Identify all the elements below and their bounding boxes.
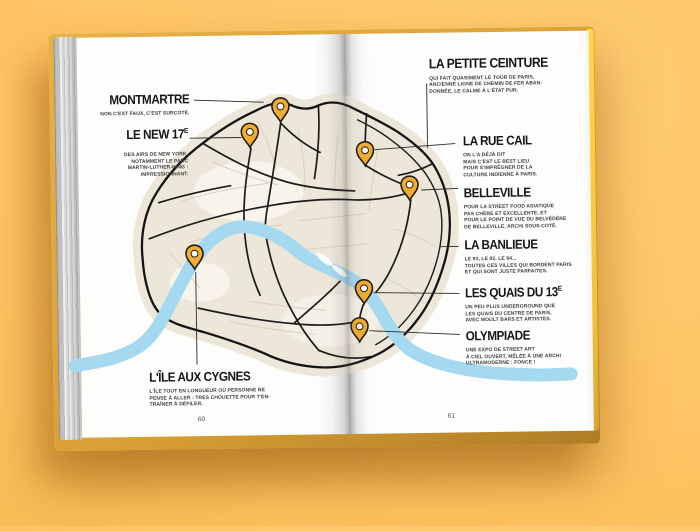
- label-la-rue-cail-desc: ON L'A DÉJÀ DIT MAIS C'EST LE BEST LIEU POUR S'IMPRÉGNER DE LA CULTURE INDIENNE À PARIS.: [463, 151, 583, 179]
- label-olympiade: [466, 327, 593, 368]
- connector-petite-ceinture: [427, 84, 428, 148]
- label-montmartre-title: MONTMARTRE: [93, 91, 190, 107]
- label-la-petite-ceinture: [429, 54, 572, 95]
- label-ile-aux-cygnes: [149, 368, 272, 408]
- label-la-banlieue-title: LA BANLIEUE: [464, 236, 581, 253]
- label-montmartre-desc: NON C'EST FAUX, C'EST SURCOTÉ.: [82, 110, 189, 118]
- label-la-rue-cail: [463, 132, 584, 179]
- label-les-quais-du-13e: [465, 284, 596, 325]
- label-la-rue-cail-title: LA RUE CAIL: [463, 132, 571, 149]
- label-les-quais-du-13e-desc: UN PEU PLUS UNDERGROUND QUE LES QUAIS DU CENTRE DE PARIS, AVEC MOULT BARS ET ARTISTES.: [465, 303, 595, 325]
- label-la-petite-ceinture-desc: QUI FAIT QUASIMENT LE TOUR DE PARIS, ANCIENNE LIGNE DE CHEMIN DE FER ABAN- DONNÉE, LE CALME À L'ÉTAT PUR.: [429, 73, 571, 95]
- page-number-right: 61: [448, 413, 455, 420]
- label-belleville: [464, 184, 593, 231]
- label-le-new-17e-title: LE NEW $17^E$: [93, 126, 188, 142]
- label-les-quais-du-13e-title: LES QUAIS DU $13^E$: [465, 284, 582, 301]
- label-la-banlieue: [464, 236, 595, 277]
- label-la-banlieue-desc: LE 93, LE 92, LE 94... TOUTES CES VILLES QUI BORDENT PARIS ET QUI SONT JUSTE PARFAITES.: [465, 255, 595, 277]
- label-la-petite-ceinture-title: LA PETITE CEINTURE: [429, 54, 557, 71]
- label-le-new-17e-desc: DES AIRS DE NEW YORK, NOTAMMENT LE PARC MARTIN-LUTHER-KING : IMPRESSIONNANT.: [83, 151, 188, 179]
- label-le-new-17e: [83, 126, 189, 179]
- label-ile-aux-cygnes-title: L'ÎLE AUX CYGNES: [149, 368, 259, 385]
- label-olympiade-desc: UNE EXPO DE STREET ART À CIEL OUVERT, MÊLÉE À UNE ARCHI ULTRAMODERNE : FONCE !: [466, 346, 592, 368]
- label-ile-aux-cygnes-desc: L'ÎLE TOUT EN LONGUEUR OÙ PERSONNE NE PENSE À ALLER : TRÈS CHOUETTE POUR T'EN- TRAÎNER À DÉFILER.: [149, 387, 271, 408]
- label-belleville-desc: POUR LA STREET FOOD ASIATIQUE PAS CHÈRE ET EXCELLENTE, ET POUR LE POINT DE VUE DU BELVÉDÈRE DE BELLEVILLE, ARCHI SOUS-COTÉ.: [464, 203, 592, 231]
- label-olympiade-title: OLYMPIADE: [466, 327, 580, 344]
- label-belleville-title: BELLEVILLE: [464, 184, 579, 201]
- page-number-left: 60: [198, 416, 205, 423]
- label-montmartre: [82, 91, 189, 118]
